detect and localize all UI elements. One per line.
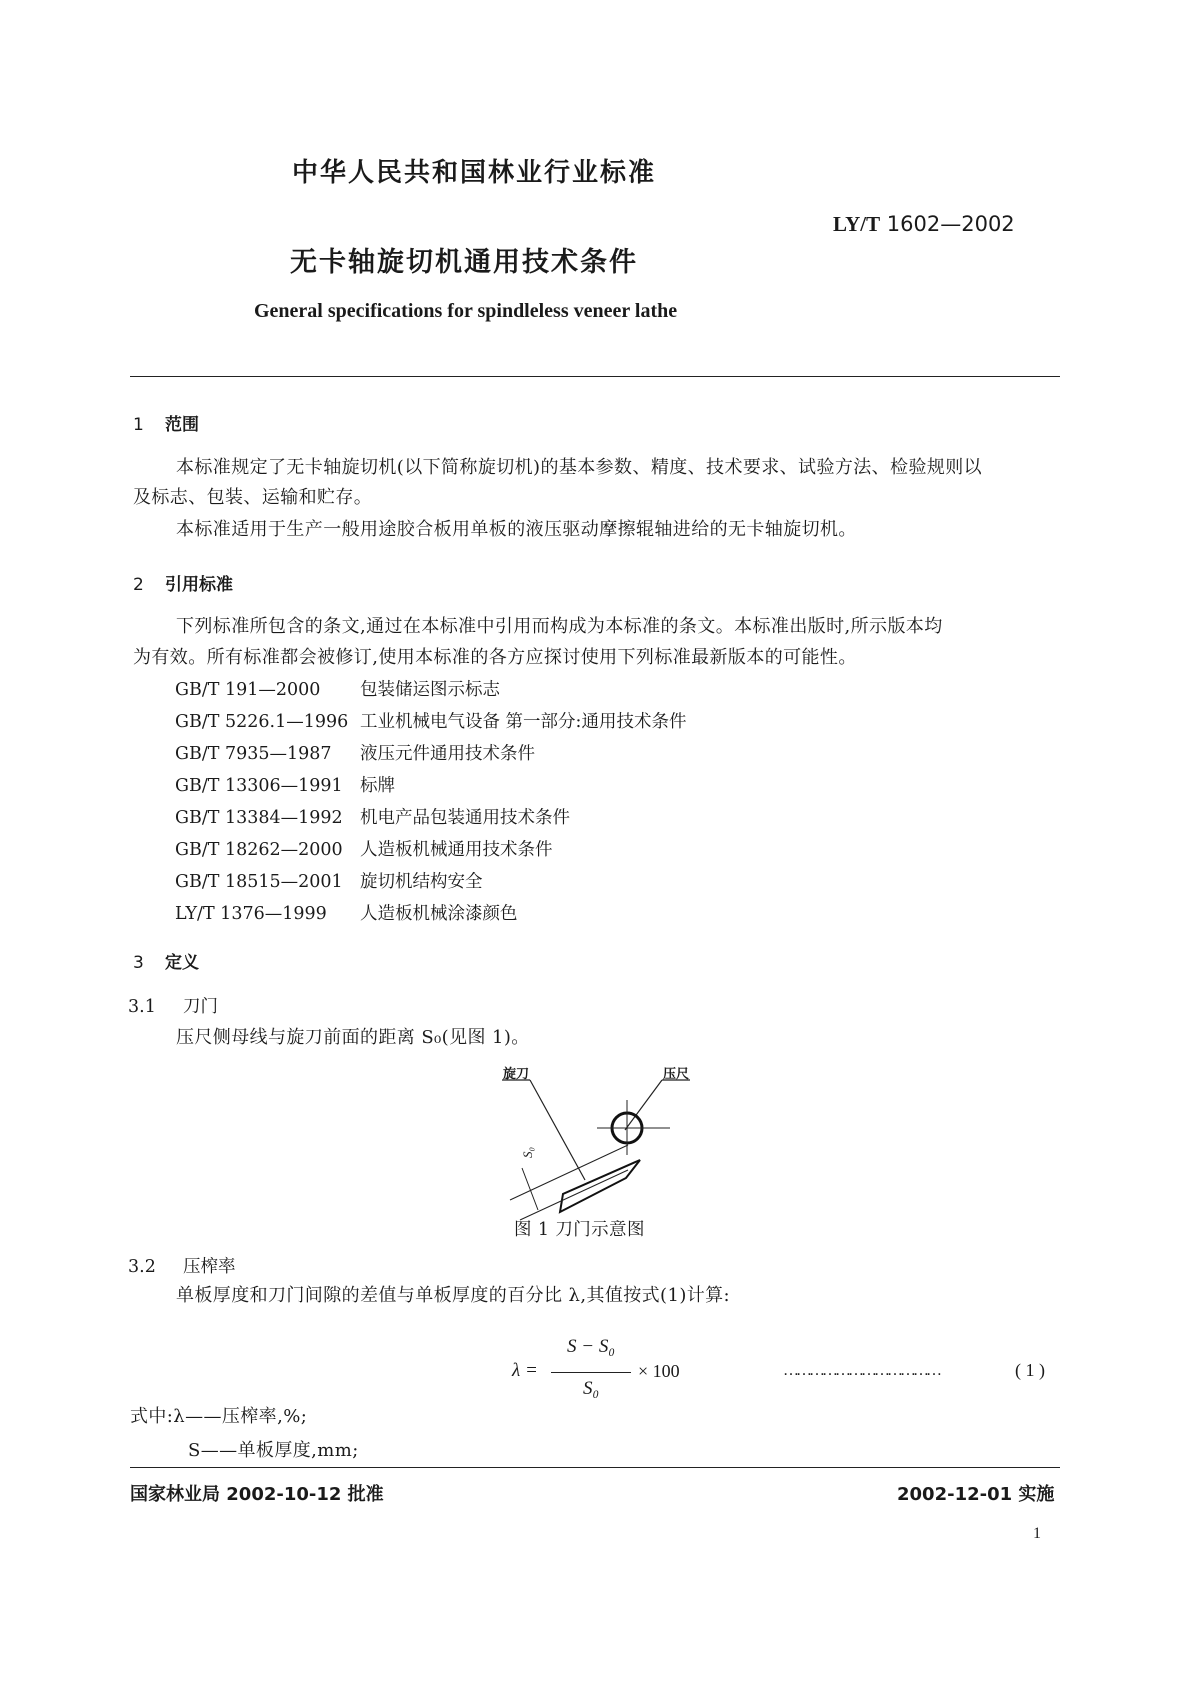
header-divider	[130, 376, 1060, 377]
section-number: 1	[133, 415, 144, 435]
section-title: 范围	[165, 415, 199, 435]
reference-item	[175, 676, 500, 701]
reference-item	[175, 708, 686, 733]
formula-numerator: S − S₀	[567, 1336, 615, 1357]
figure-label-s0: S₀	[520, 1146, 535, 1158]
s1-paragraph-2: 本标准适用于生产一般用途胶合板用单板的液压驱动摩擦辊轴进给的无卡轴旋切机。	[176, 519, 857, 540]
reference-item	[175, 772, 395, 797]
reference-code: GB/T 5226.1—1996	[175, 712, 349, 732]
bar-leader-line	[625, 1080, 662, 1130]
figure-label-knife: 旋刀	[503, 1067, 530, 1082]
section-number: 3	[133, 953, 144, 973]
document-title: 无卡轴旋切机通用技术条件	[290, 247, 638, 278]
reference-code: GB/T 13384—1992	[175, 808, 343, 828]
formula-number: ( 1 )	[1015, 1360, 1045, 1380]
section-title: 定义	[165, 953, 199, 973]
reference-code: GB/T 7935—1987	[175, 744, 332, 764]
reference-code: GB/T 18515—2001	[175, 872, 343, 892]
reference-title: 机电产品包装通用技术条件	[360, 808, 570, 828]
issuer-title: 中华人民共和国林业行业标准	[292, 158, 657, 188]
s3-1-definition: 压尺侧母线与旋刀前面的距离 S₀(见图 1)。	[176, 1027, 530, 1048]
standard-code-prefix: LY/T	[833, 212, 881, 236]
footer-divider	[130, 1467, 1060, 1468]
s3-2-definition: 单板厚度和刀门间隙的差值与单板厚度的百分比 λ,其值按式(1)计算:	[176, 1285, 731, 1306]
subsection-3-1-heading	[128, 993, 218, 1018]
formula-denominator: S₀	[582, 1378, 600, 1399]
reference-title: 工业机械电气设备 第一部分:通用技术条件	[360, 712, 687, 732]
section-title: 引用标准	[165, 575, 233, 595]
standard-code-number: 1602—2002	[886, 212, 1015, 236]
s1-paragraph-1-line-2: 及标志、包装、运输和贮存。	[133, 487, 373, 508]
s1-paragraph-1-line-1: 本标准规定了无卡轴旋切机(以下简称旋切机)的基本参数、精度、技术要求、试验方法、检验规则以	[176, 457, 983, 478]
figure-1-diagram	[500, 1060, 700, 1222]
reference-title: 人造板机械通用技术条件	[360, 840, 553, 860]
s0-dimension-line-lower	[520, 1170, 628, 1220]
reference-item	[175, 900, 518, 925]
s2-paragraph-line-2: 为有效。所有标准都会被修订,使用本标准的各方应探讨使用下列标准最新版本的可能性。	[133, 647, 857, 668]
formula-factor: × 100	[638, 1361, 680, 1381]
subsection-number: 3.1	[128, 997, 156, 1017]
section-3-heading	[133, 948, 199, 973]
reference-title: 包装储运图示标志	[360, 680, 500, 700]
standard-code	[833, 212, 1015, 237]
reference-title: 液压元件通用技术条件	[360, 744, 535, 764]
formula-leader-dots: ………………………………	[783, 1362, 939, 1379]
section-2-heading	[133, 570, 233, 595]
reference-item	[175, 836, 553, 861]
s0-dimension-arrow	[522, 1168, 538, 1210]
where-line-lambda: 式中:λ——压榨率,%;	[130, 1406, 308, 1427]
reference-item	[175, 868, 483, 893]
subsection-number: 3.2	[128, 1257, 156, 1277]
implementation-date: 2002-12-01 实施	[897, 1484, 1055, 1505]
formula-fraction-bar	[551, 1372, 631, 1373]
approval-date: 国家林业局 2002-10-12 批准	[130, 1484, 384, 1505]
reference-title: 旋切机结构安全	[360, 872, 483, 892]
figure-1-caption: 图 1 刀门示意图	[514, 1220, 645, 1240]
formula-lhs: λ =	[512, 1360, 538, 1381]
reference-code: LY/T 1376—1999	[175, 904, 327, 924]
figure-label-pressure-bar: 压尺	[663, 1067, 690, 1082]
reference-code: GB/T 18262—2000	[175, 840, 343, 860]
subsection-title: 刀门	[183, 997, 218, 1017]
s2-paragraph-line-1: 下列标准所包含的条文,通过在本标准中引用而构成为本标准的条文。本标准出版时,所示版本均	[176, 616, 943, 637]
reference-title: 人造板机械涂漆颜色	[360, 904, 518, 924]
reference-code: GB/T 191—2000	[175, 680, 321, 700]
reference-item	[175, 804, 570, 829]
reference-code: GB/T 13306—1991	[175, 776, 343, 796]
section-1-heading	[133, 410, 199, 435]
knife-leader-line	[530, 1080, 585, 1180]
page-number: 1	[1033, 1525, 1041, 1542]
subsection-title: 压榨率	[183, 1257, 236, 1277]
reference-title: 标牌	[360, 776, 395, 796]
subsection-3-2-heading	[128, 1253, 236, 1278]
knife-body	[560, 1160, 640, 1212]
section-number: 2	[133, 575, 144, 595]
reference-item	[175, 740, 535, 765]
document-title-english: General specifications for spindleless veneer lathe	[254, 300, 678, 322]
where-line-s: S——单板厚度,mm;	[188, 1440, 359, 1461]
